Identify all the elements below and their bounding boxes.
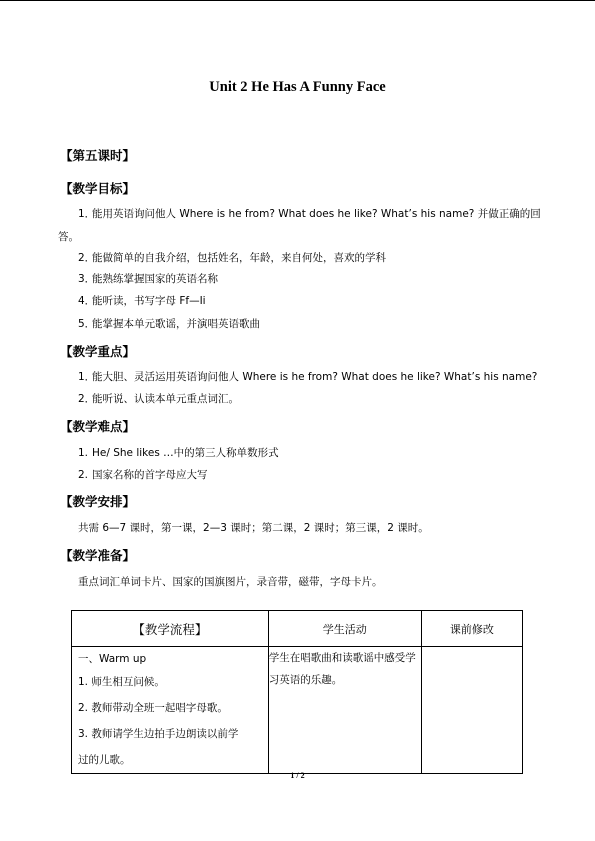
- key-point-item-2: 2．能听说、认读本单元重点词汇。: [78, 393, 239, 405]
- goal-item-1: 1．能用英语询问他人 Where is he from? What does he like? What’s his name? 并做正确的回: [78, 208, 541, 220]
- process-line-4: 3. 教师请学生边拍手边朗读以前学: [78, 728, 239, 740]
- difficulty-item-1: 1. He/ She likes …中的第三人称单数形式: [78, 447, 279, 459]
- process-line-2: 1. 师生相互问候。: [78, 676, 165, 688]
- goal-item-4: 4．能听读，书写字母 Ff—Ii: [78, 295, 206, 307]
- page-number: 1 / 2: [290, 771, 305, 780]
- header-student-activity: 学生活动: [268, 611, 421, 647]
- page-top-rule: [0, 0, 595, 1]
- process-cell: [72, 647, 269, 774]
- table-row: [72, 647, 523, 774]
- goals-heading: 【教学目标】: [60, 181, 136, 196]
- header-revision: 课前修改: [421, 611, 522, 647]
- goal-item-2: 2．能做简单的自我介绍，包括姓名，年龄，来自何处，喜欢的学科: [78, 252, 386, 264]
- goal-item-5: 5．能掌握本单元歌谣，并演唱英语歌曲: [78, 318, 260, 330]
- table-header-row: [72, 611, 523, 647]
- preparation-heading: 【教学准备】: [60, 548, 136, 563]
- key-point-item-1: 1．能大胆、灵活运用英语询问他人 Where is he from? What does he like? What’s his name?: [78, 371, 538, 383]
- key-points-heading: 【教学重点】: [60, 344, 136, 359]
- arrangement-text: 共需 6—7 课时，第一课，2—3 课时；第二课，2 课时；第三课，2 课时。: [78, 522, 429, 534]
- document-title: Unit 2 He Has A Funny Face: [209, 79, 386, 95]
- arrangement-heading: 【教学安排】: [60, 494, 136, 509]
- teaching-process-table: [71, 610, 523, 774]
- header-process: 【教学流程】: [72, 611, 269, 647]
- preparation-text: 重点词汇单词卡片、国家的国旗图片，录音带，磁带，字母卡片。: [78, 576, 383, 588]
- goal-item-1-continued: 答。: [58, 231, 79, 243]
- revision-cell: [421, 647, 522, 774]
- student-activity-cell: 学生在唱歌曲和读歌谣中感受学习英语的乐趣。: [268, 647, 421, 774]
- goal-item-3: 3．能熟练掌握国家的英语名称: [78, 273, 218, 285]
- difficulties-heading: 【教学难点】: [60, 419, 136, 434]
- process-line-3: 2. 教师带动全班一起唱字母歌。: [78, 702, 228, 714]
- difficulty-item-2: 2. 国家名称的首字母应大写: [78, 469, 208, 481]
- lesson-label: 【第五课时】: [60, 148, 136, 163]
- process-line-1: 一、Warm up: [78, 653, 147, 665]
- process-line-5: 过的儿歌。: [78, 754, 131, 766]
